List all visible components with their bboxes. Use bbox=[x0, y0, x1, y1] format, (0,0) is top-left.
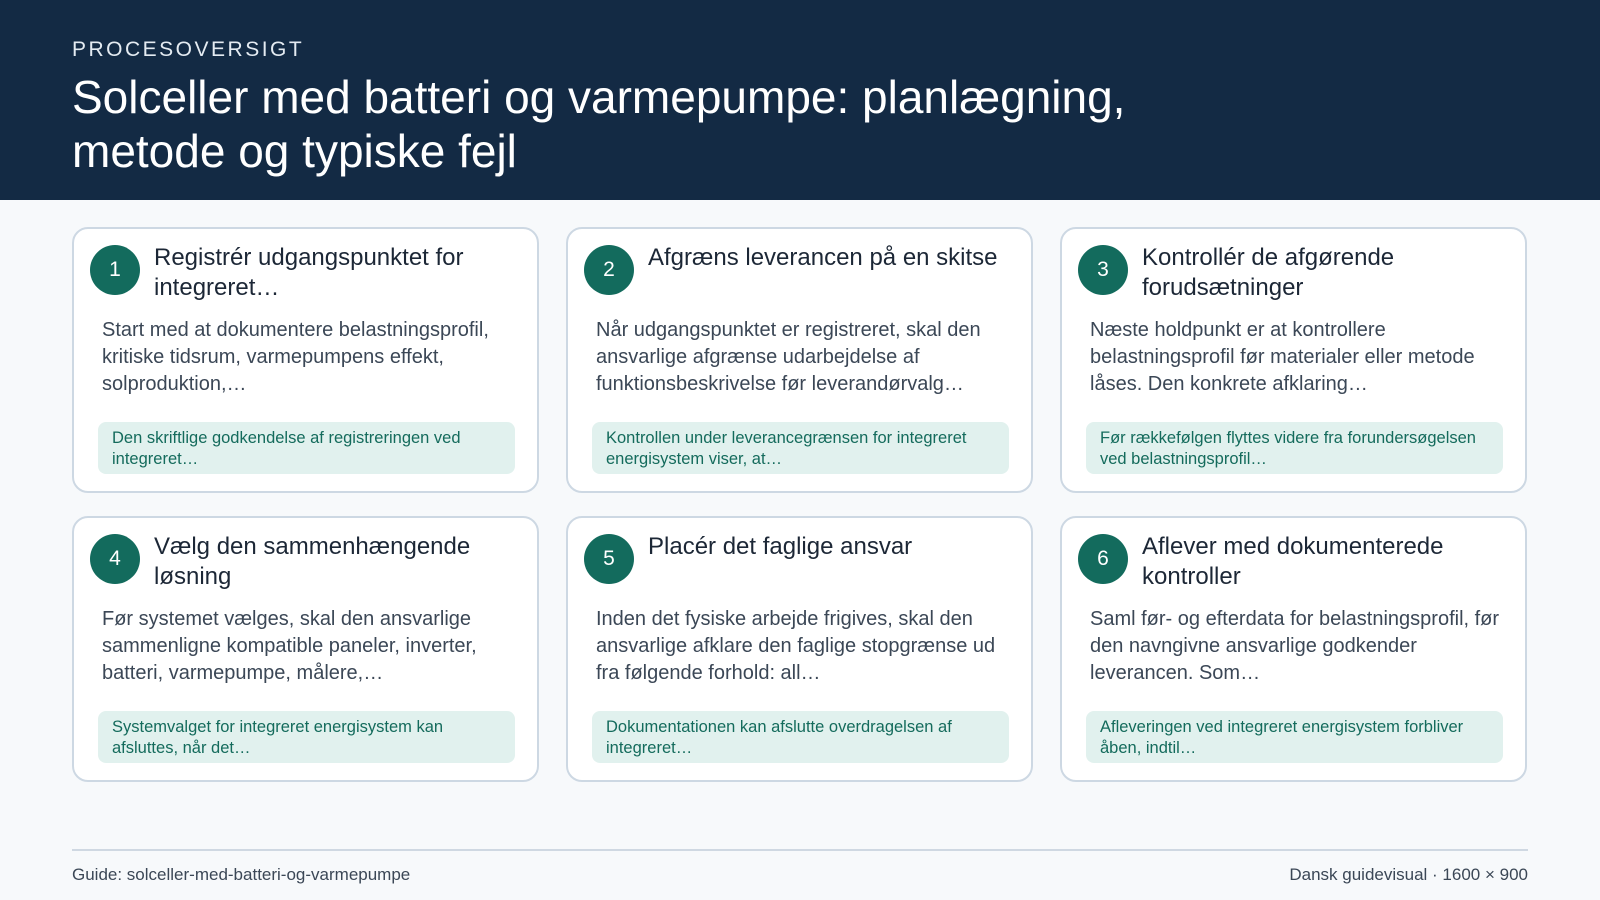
step-number-badge: 6 bbox=[1078, 534, 1128, 584]
page-title: Solceller med batteri og varmepumpe: planlægning, metode og typiske fejl bbox=[72, 71, 1126, 177]
step-description: Når udgangspunktet er registreret, skal den ansvarlige afgrænse udarbejdelse af funktionsbeskrivelse før leverandørvalg… bbox=[596, 319, 981, 395]
process-step-grid bbox=[72, 227, 1527, 782]
step-card-6 bbox=[1060, 516, 1527, 782]
step-number-badge: 2 bbox=[584, 245, 634, 295]
step-note: Afleveringen ved integreret energisystem forbliver åben, indtil… bbox=[1086, 711, 1503, 763]
step-number-badge: 3 bbox=[1078, 245, 1128, 295]
step-card-3 bbox=[1060, 227, 1527, 493]
step-note: Dokumentationen kan afslutte overdragelsen af integreret… bbox=[592, 711, 1009, 763]
step-number-badge: 5 bbox=[584, 534, 634, 584]
step-card-5 bbox=[566, 516, 1033, 782]
step-description: Næste holdpunkt er at kontrollere belastningsprofil før materialer eller metode låses. Den konkrete afklaring… bbox=[1090, 319, 1475, 395]
footer-guide-label: Guide: solceller-med-batteri-og-varmepumpe bbox=[72, 865, 411, 884]
step-number-badge: 1 bbox=[90, 245, 140, 295]
step-title: Afgræns leverancen på en skitse bbox=[648, 244, 998, 271]
footer-divider bbox=[72, 849, 1528, 851]
step-title: Aflever med dokumenterede kontroller bbox=[1142, 533, 1444, 590]
step-note: Før rækkefølgen flyttes videre fra forundersøgelsen ved belastningsprofil… bbox=[1086, 422, 1503, 474]
step-card-2 bbox=[566, 227, 1033, 493]
header-banner bbox=[0, 0, 1600, 200]
step-title: Kontrollér de afgørende forudsætninger bbox=[1142, 244, 1395, 301]
step-note: Systemvalget for integreret energisystem kan afsluttes, når det… bbox=[98, 711, 515, 763]
step-description: Før systemet vælges, skal den ansvarlige sammenligne kompatible paneler, inverter, batteri, varmepumpe, målere,… bbox=[102, 608, 477, 684]
step-card-4 bbox=[72, 516, 539, 782]
eyebrow-label: PROCESOVERSIGT bbox=[72, 38, 305, 61]
step-description: Inden det fysiske arbejde frigives, skal den ansvarlige afklare den faglige stopgrænse ud fra følgende forhold: all… bbox=[596, 608, 996, 684]
footer-meta-label: Dansk guidevisual · 1600 × 900 bbox=[1289, 865, 1528, 884]
step-note: Den skriftlige godkendelse af registreringen ved integreret… bbox=[98, 422, 515, 474]
step-title: Registrér udgangspunktet for integreret… bbox=[154, 244, 464, 301]
step-title: Vælg den sammenhængende løsning bbox=[154, 533, 471, 590]
step-title: Placér det faglige ansvar bbox=[648, 533, 913, 560]
step-card-1 bbox=[72, 227, 539, 493]
step-note: Kontrollen under leverancegrænsen for integreret energisystem viser, at… bbox=[592, 422, 1009, 474]
step-description: Start med at dokumentere belastningsprofil, kritiske tidsrum, varmepumpens effekt, solproduktion,… bbox=[102, 319, 489, 395]
step-number-badge: 4 bbox=[90, 534, 140, 584]
step-description: Saml før- og efterdata for belastningsprofil, før den navngivne ansvarlige godkender leverancen. Som… bbox=[1090, 608, 1500, 684]
